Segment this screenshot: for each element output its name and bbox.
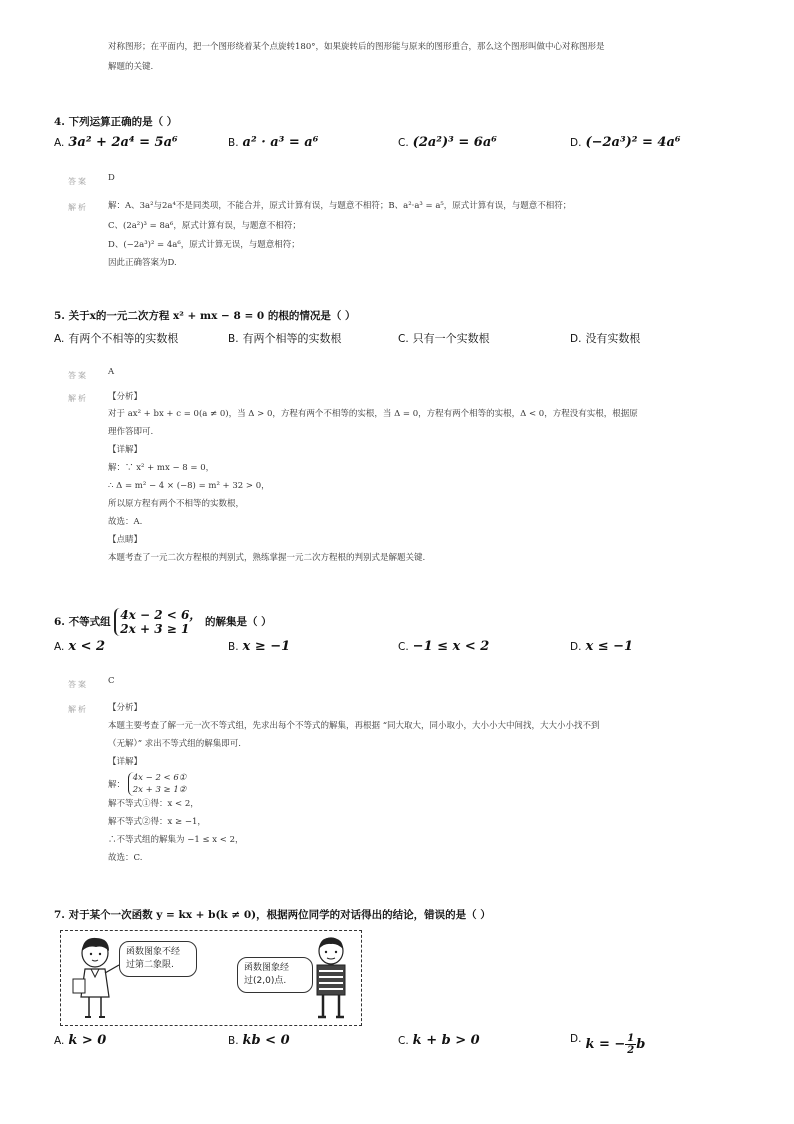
q4-title: 4. 下列运算正确的是（ ） [54, 116, 178, 128]
q5-option-d[interactable]: D. 没有实数根 [570, 332, 641, 345]
q5-title: 5. 关于x的一元二次方程 x² + mx − 8 = 0 的根的情况是（ ） [54, 310, 356, 322]
q5-option-c[interactable]: C. 只有一个实数根 [398, 332, 490, 345]
q5-analysis-line: 本题考查了一元二次方程根的判别式，熟练掌握一元二次方程根的判别式是解题关键. [108, 553, 426, 563]
q5-analysis-line: 【分析】 [108, 392, 143, 402]
q5-analysis-label: 解析 [68, 394, 88, 403]
q5-analysis-line: 【点睛】 [108, 535, 143, 545]
q4-option-d[interactable]: D. (−2a³)² = 4a⁶ [570, 135, 681, 150]
intro-line-1: 对称图形；在平面内，把一个图形绕着某个点旋转180°，如果旋转后的图形能与原来的图形重合，那么这个图形叫做中心对称图形是 [108, 42, 605, 52]
q5-analysis-line: 故选：A. [108, 517, 143, 527]
q5-answer-label: 答案 [68, 371, 88, 380]
q4-analysis-line: C、(2a²)³ = 8a⁶，原式计算有误，与题意不相符； [108, 221, 301, 231]
q7-title: 7. 对于某个一次函数 y = kx + b(k ≠ 0)，根据两位同学的对话得出的结论，错误的是（ ） [54, 909, 491, 921]
q7-dialogue-figure [60, 930, 362, 1026]
q7-option-d[interactable]: D. k = − $\frac{1}{2}$ b [570, 1033, 646, 1056]
girl-figure-icon [69, 935, 125, 1021]
q6-analysis-line: ∴不等式组的解集为 −1 ≤ x < 2， [108, 835, 244, 845]
q4-analysis-line: 解：A、3a²与2a⁴不是同类项，不能合并，原式计算有误，与题意不相符；B、a²·a³ = a⁵，原式计算有误，与题意不相符； [108, 201, 572, 211]
q4-analysis-label: 解析 [68, 203, 88, 212]
q6-solution-system: 解： 4x − 2 < 6① 2x + 3 ≥ 1② [108, 773, 187, 795]
q4-option-c[interactable]: C. (2a²)³ = 6a⁶ [398, 135, 497, 150]
q5-option-a[interactable]: A. 有两个不相等的实数根 [54, 332, 179, 345]
fraction: $\frac{1}{2}$ [627, 1033, 635, 1056]
q4-answer: D [108, 173, 115, 183]
q5-analysis-line: 【详解】 [108, 445, 143, 455]
q5-option-b[interactable]: B. 有两个相等的实数根 [228, 332, 342, 345]
q7-bubble-left: 函数图象不经 过第二象限. [119, 941, 197, 977]
q6-analysis-line: 解不等式②得：x ≥ −1， [108, 817, 206, 827]
q4-option-a[interactable]: A. 3a² + 2a⁴ = 5a⁶ [54, 135, 178, 150]
q4-analysis-line: 因此正确答案为D. [108, 258, 177, 268]
q6-title: 6. 不等式组 4x − 2 < 6， 2x + 3 ≥ 1 的解集是（ ） [54, 608, 272, 636]
q5-analysis-line: 解：∵ x² + mx − 8 = 0， [108, 463, 215, 473]
q4-option-b[interactable]: B. a² · a³ = a⁶ [228, 135, 319, 150]
q4-answer-label: 答案 [68, 177, 88, 186]
q6-analysis-line: 故选：C. [108, 853, 143, 863]
q7-option-b[interactable]: B. kb < 0 [228, 1033, 290, 1048]
q6-option-c[interactable]: C. −1 ≤ x < 2 [398, 639, 490, 654]
q6-analysis-line: 【详解】 [108, 757, 143, 767]
q5-analysis-line: 所以原方程有两个不相等的实数根， [108, 499, 245, 509]
q5-answer: A [108, 367, 115, 377]
q6-option-d[interactable]: D. x ≤ −1 [570, 639, 634, 654]
q5-analysis-line: 对于 ax² + bx + c = 0(a ≠ 0)，当 Δ > 0，方程有两个不相等的实根，当 Δ = 0，方程有两个相等的实根，Δ < 0，方程没有实根，根据原 [108, 409, 638, 419]
q5-analysis-line: 理作答即可. [108, 427, 154, 437]
q4-analysis-line: D、(−2a³)² = 4a⁶，原式计算无误，与题意相符； [108, 240, 300, 250]
q7-option-a[interactable]: A. k > 0 [54, 1033, 107, 1048]
q6-analysis-line: 解不等式①得：x < 2， [108, 799, 199, 809]
q6-analysis-line: 本题主要考查了解一元一次不等式组，先求出每个不等式的解集，再根据 “同大取大，同小取小，大小小大中间找，大大小小找不到 [108, 721, 600, 731]
q6-option-b[interactable]: B. x ≥ −1 [228, 639, 291, 654]
q7-option-c[interactable]: C. k + b > 0 [398, 1033, 480, 1048]
q5-analysis-line: ∴ Δ = m² − 4 × (−8) = m² + 32 > 0， [108, 481, 270, 491]
boy-figure-icon [305, 935, 357, 1021]
q6-analysis-line: 【分析】 [108, 703, 143, 713]
q7-bubble-right: 函数图象经 过(2,0)点. [237, 957, 313, 993]
q6-option-a[interactable]: A. x < 2 [54, 639, 106, 654]
q6-analysis-line: （无解）” 求出不等式组的解集即可. [108, 739, 242, 749]
q6-answer-label: 答案 [68, 680, 88, 689]
q6-inequality-system: 4x − 2 < 6， 2x + 3 ≥ 1 [114, 608, 201, 636]
q6-analysis-label: 解析 [68, 705, 88, 714]
intro-line-2: 解题的关键. [108, 62, 154, 72]
q6-answer: C [108, 676, 115, 686]
